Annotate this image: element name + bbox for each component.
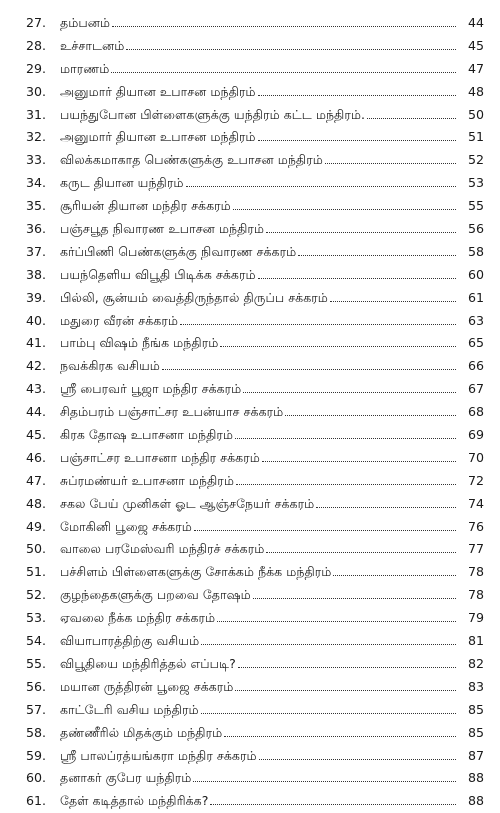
entry-number: 60.: [26, 770, 47, 786]
dot-leader: [162, 369, 456, 370]
entry-page-number: 51: [467, 129, 484, 145]
entry-number: 42.: [26, 358, 47, 374]
entry-page-number: 53: [467, 175, 484, 191]
toc-entry: [26, 516, 484, 539]
entry-title: காட்டேரி வசிய மந்திரம்: [60, 701, 199, 717]
entry-page-number: 47: [467, 60, 484, 76]
toc-entry: [26, 745, 484, 768]
entry-number: 34.: [26, 175, 47, 191]
entry-number: 49.: [26, 518, 47, 534]
entry-title: நவக்கிரக வசியம்: [60, 358, 160, 374]
toc-entry: [26, 722, 484, 745]
dot-leader: [333, 575, 456, 576]
entry-title: அனுமார் தியான உபாசன மந்திரம்: [60, 83, 256, 99]
entry-number: 58.: [26, 724, 47, 740]
dot-leader: [266, 232, 456, 233]
entry-number: 48.: [26, 495, 47, 511]
entry-number: 61.: [26, 793, 47, 809]
dot-leader: [194, 530, 456, 531]
entry-number: 37.: [26, 243, 47, 259]
toc-entry: [26, 172, 484, 195]
entry-page-number: 55: [467, 198, 484, 214]
entry-title: மதுரை வீரன் சக்கரம்: [60, 312, 178, 328]
toc-entry: [26, 538, 484, 561]
dot-leader: [259, 759, 456, 760]
entry-title: விபூதியை மந்திரித்தல் எப்படி?: [60, 655, 236, 671]
entry-page-number: 60: [467, 266, 484, 282]
entry-title: கர்ப்பிணி பெண்களுக்கு நிவாரண சக்கரம்: [60, 243, 297, 259]
dot-leader: [112, 26, 456, 27]
entry-number: 39.: [26, 289, 47, 305]
toc-entry: [26, 81, 484, 104]
toc-entry: [26, 58, 484, 81]
entry-title: தனாகர் குபேர யந்திரம்: [60, 770, 192, 786]
entry-title: பில்லி, சூன்யம் வைத்திருந்தால் திருப்ப சக்கரம்: [60, 289, 328, 305]
entry-title: சூரியன் தியான மந்திர சக்கரம்: [60, 198, 231, 214]
dot-leader: [325, 163, 456, 164]
toc-entry: [26, 310, 484, 333]
entry-page-number: 78: [467, 587, 484, 603]
dot-leader: [210, 804, 456, 805]
entry-page-number: 56: [467, 221, 484, 237]
entry-title: வியாபாரத்திற்கு வசியம்: [60, 633, 200, 649]
toc-entry: [26, 561, 484, 584]
toc-entry: [26, 378, 484, 401]
entry-title: பயந்தெளிய விபூதி பிடிக்க சக்கரம்: [60, 266, 256, 282]
entry-page-number: 74: [467, 495, 484, 511]
entry-page-number: 66: [467, 358, 484, 374]
entry-page-number: 52: [467, 152, 484, 168]
entry-title: வாலை பரமேஸ்வரி மந்திரச் சக்கரம்: [60, 541, 265, 557]
entry-title: விலக்கமாகாத பெண்களுக்கு உபாசன மந்திரம்: [60, 152, 323, 168]
dot-leader: [262, 461, 456, 462]
entry-number: 54.: [26, 633, 47, 649]
entry-number: 43.: [26, 381, 47, 397]
dot-leader: [285, 415, 456, 416]
toc-entry: [26, 126, 484, 149]
entry-number: 40.: [26, 312, 47, 328]
dot-leader: [330, 301, 456, 302]
entry-number: 31.: [26, 106, 47, 122]
entry-page-number: 50: [467, 106, 484, 122]
toc-entry: [26, 241, 484, 264]
entry-number: 47.: [26, 472, 47, 488]
toc-entry: [26, 493, 484, 516]
dot-leader: [235, 438, 456, 439]
dot-leader: [193, 781, 456, 782]
entry-page-number: 63: [467, 312, 484, 328]
toc-entry: [26, 447, 484, 470]
toc-entry: [26, 355, 484, 378]
entry-number: 30.: [26, 83, 47, 99]
entry-number: 45.: [26, 427, 47, 443]
entry-page-number: 87: [467, 747, 484, 763]
entry-title: பயந்துபோன பிள்ளைகளுக்கு யந்திரம் கட்ட மந்திரம்.: [60, 106, 366, 122]
entry-page-number: 88: [467, 770, 484, 786]
entry-page-number: 83: [467, 678, 484, 694]
entry-number: 29.: [26, 60, 47, 76]
entry-title: பச்சிளம் பிள்ளைகளுக்கு சோக்கம் நீக்க மந்திரம்: [60, 564, 332, 580]
entry-number: 32.: [26, 129, 47, 145]
dot-leader: [217, 621, 456, 622]
entry-number: 52.: [26, 587, 47, 603]
toc-entry: [26, 767, 484, 790]
entry-title: மாரணம்: [60, 60, 110, 76]
entry-number: 50.: [26, 541, 47, 557]
entry-number: 57.: [26, 701, 47, 717]
dot-leader: [258, 278, 456, 279]
dot-leader: [266, 552, 456, 553]
entry-page-number: 79: [467, 610, 484, 626]
toc-entry: [26, 607, 484, 630]
entry-title: கிரக தோஷ உபாசனா மந்திரம்: [60, 427, 234, 443]
entry-page-number: 70: [467, 449, 484, 465]
entry-title: குழந்தைகளுக்கு பறவை தோஷம்: [60, 587, 251, 603]
entry-page-number: 82: [467, 655, 484, 671]
dot-leader: [235, 690, 456, 691]
dot-leader: [298, 255, 456, 256]
entry-title: பஞ்சாட்சர உபாசனா மந்திர சக்கரம்: [60, 449, 260, 465]
entry-title: தண்ணீரில் மிதக்கும் மந்திரம்: [60, 724, 223, 740]
entry-title: சகல பேய் முனிகள் ஓட ஆஞ்சநேயர் சக்கரம்: [60, 495, 315, 511]
entry-number: 38.: [26, 266, 47, 282]
dot-leader: [367, 118, 456, 119]
dot-leader: [201, 713, 456, 714]
toc-entry: [26, 676, 484, 699]
dot-leader: [126, 49, 456, 50]
dot-leader: [243, 392, 456, 393]
dot-leader: [316, 507, 456, 508]
toc-entry: [26, 630, 484, 653]
toc-entry: [26, 401, 484, 424]
entry-number: 59.: [26, 747, 47, 763]
dot-leader: [186, 186, 456, 187]
dot-leader: [253, 598, 456, 599]
entry-page-number: 67: [467, 381, 484, 397]
entry-title: மோகினி பூஜை சக்கரம்: [60, 518, 192, 534]
entry-page-number: 85: [467, 724, 484, 740]
entry-page-number: 44: [467, 15, 484, 30]
entry-title: ஸ்ரீ பாலப்ரத்யங்கரா மந்திர சக்கரம்: [60, 747, 257, 763]
entry-number: 35.: [26, 198, 47, 214]
entry-title: சிதம்பரம் பஞ்சாட்சர உபன்யாச சக்கரம்: [60, 404, 284, 420]
toc-entry: [26, 790, 484, 813]
toc-entry: [26, 470, 484, 493]
dot-leader: [201, 644, 456, 645]
toc-entry: [26, 195, 484, 218]
dot-leader: [220, 346, 456, 347]
entry-number: 46.: [26, 449, 47, 465]
entry-page-number: 88: [467, 793, 484, 809]
entry-title: தம்பனம்: [60, 15, 111, 30]
dot-leader: [238, 667, 456, 668]
toc-entry: [26, 35, 484, 58]
toc-entry: [26, 287, 484, 310]
entry-number: 41.: [26, 335, 47, 351]
entry-page-number: 78: [467, 564, 484, 580]
entry-page-number: 76: [467, 518, 484, 534]
entry-title: ஏவலை நீக்க மந்திர சக்கரம்: [60, 610, 216, 626]
toc-entry: [26, 653, 484, 676]
entry-title: தேள் கடித்தால் மந்திரிக்க?: [60, 793, 209, 809]
toc-entry: [26, 149, 484, 172]
dot-leader: [224, 736, 456, 737]
toc-entry: [26, 424, 484, 447]
toc-entry: [26, 264, 484, 287]
entry-page-number: 69: [467, 427, 484, 443]
dot-leader: [236, 484, 456, 485]
entry-title: பாம்பு விஷம் நீங்க மந்திரம்: [60, 335, 219, 351]
entry-page-number: 65: [467, 335, 484, 351]
dot-leader: [111, 72, 456, 73]
entry-page-number: 81: [467, 633, 484, 649]
entry-number: 56.: [26, 678, 47, 694]
dot-leader: [258, 95, 456, 96]
entry-page-number: 77: [467, 541, 484, 557]
toc-entry: [26, 584, 484, 607]
entry-page-number: 48: [467, 83, 484, 99]
entry-number: 55.: [26, 655, 47, 671]
entry-number: 33.: [26, 152, 47, 168]
entry-number: 51.: [26, 564, 47, 580]
entry-page-number: 45: [467, 37, 484, 53]
entry-title: கருட தியான யந்திரம்: [60, 175, 184, 191]
entry-number: 27.: [26, 15, 47, 30]
entry-page-number: 58: [467, 243, 484, 259]
entry-title: சுப்ரமண்யர் உபாசனா மந்திரம்: [60, 472, 234, 488]
table-of-contents: [26, 12, 484, 813]
entry-page-number: 85: [467, 701, 484, 717]
entry-title: மயான ருத்திரன் பூஜை சக்கரம்: [60, 678, 234, 694]
entry-number: 28.: [26, 37, 47, 53]
toc-entry: [26, 104, 484, 127]
toc-entry: [26, 12, 484, 35]
entry-title: அனுமார் தியான உபாசன மந்திரம்: [60, 129, 256, 145]
toc-entry: [26, 218, 484, 241]
dot-leader: [233, 209, 456, 210]
entry-title: ஸ்ரீ பைரவர் பூஜா மந்திர சக்கரம்: [60, 381, 242, 397]
entry-page-number: 68: [467, 404, 484, 420]
toc-entry: [26, 699, 484, 722]
entry-number: 36.: [26, 221, 47, 237]
entry-number: 53.: [26, 610, 47, 626]
dot-leader: [180, 324, 456, 325]
entry-number: 44.: [26, 404, 47, 420]
entry-page-number: 72: [467, 472, 484, 488]
toc-entry: [26, 332, 484, 355]
entry-page-number: 61: [467, 289, 484, 305]
entry-title: பஞ்சபூத நிவாரண உபாசன மந்திரம்: [60, 221, 265, 237]
entry-title: உச்சாடனம்: [60, 37, 125, 53]
dot-leader: [258, 140, 456, 141]
